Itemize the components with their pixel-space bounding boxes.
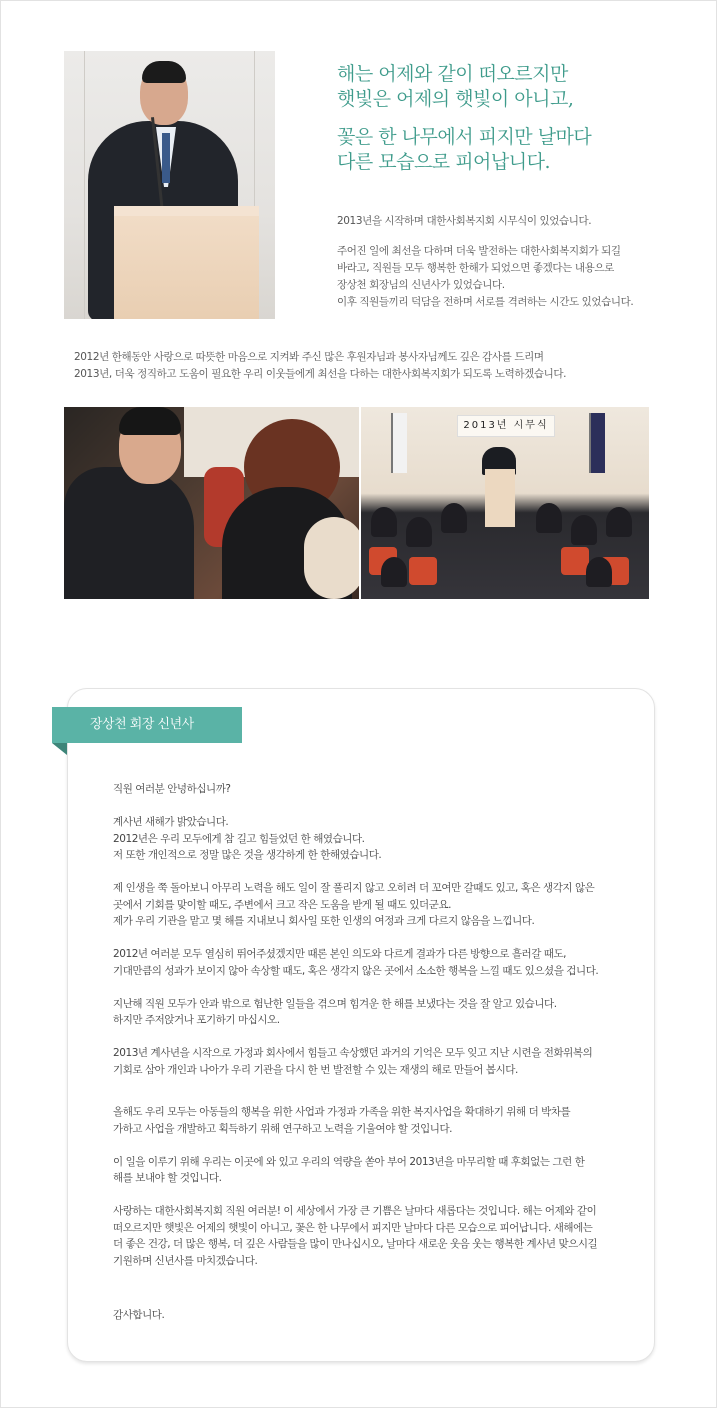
speech-photo xyxy=(64,51,275,319)
headline-quote xyxy=(337,62,697,175)
letter-line: 제가 우리 기관을 맡고 몇 해를 지내보니 회사일 또한 인생의 여정과 크게 다르지 않음을 느낍니다. xyxy=(113,915,535,927)
letter-line: 이 일을 이루기 위해 우리는 이곳에 와 있고 우리의 역량을 쏟아 부어 2013년을 마무리할 때 후회없는 그런 한 xyxy=(113,1155,585,1168)
section-title-ribbon: 장상천 회장 신년사 xyxy=(52,707,242,743)
letter-line: 계사년 새해가 밝았습니다. xyxy=(113,816,229,828)
letter-line: 해를 보내야 할 것입니다. xyxy=(113,1172,222,1184)
intro-line: 장상천 회장님의 신년사가 있었습니다. xyxy=(337,279,505,291)
quote-line: 다른 모습으로 피어납니다. xyxy=(337,151,551,173)
letter-line: 가하고 사업을 개발하고 획득하기 위해 연구하고 노력을 기울여야 할 것입니다. xyxy=(113,1122,453,1135)
quote-line: 해는 어제와 같이 떠오르지만 xyxy=(337,63,568,85)
letter-line: 제 인생을 쭉 돌아보니 아무리 노력을 해도 일이 잘 풀리지 않고 오히려 더 꼬여만 갈때도 있고, 혹은 생각지 않은 xyxy=(113,882,595,894)
quote-line: 꽃은 한 나무에서 피지만 날마다 xyxy=(337,126,592,148)
intro-line: 이후 직원들끼리 덕담을 전하며 서로를 격려하는 시간도 있었습니다. xyxy=(337,296,634,308)
thanks-line: 2012년 한해동안 사랑으로 따뜻한 마음으로 지켜봐 주신 많은 후원자님과 봉사자님께도 깊은 감사를 드리며 xyxy=(74,351,544,363)
ceremony-banner: 2013년 시무식 xyxy=(457,415,555,437)
letter-line: 더 좋은 건강, 더 많은 행복, 더 깊은 사람들을 많이 만나십시오, 날마다 새로운 웃음 웃는 행복한 계사년 맞으시길 xyxy=(113,1238,598,1250)
thanks-line: 2013년, 더욱 정직하고 도움이 필요한 우리 이웃들에게 최선을 다하는 대한사회복지회가 되도록 노력하겠습니다. xyxy=(74,368,567,380)
letter-line: 하지만 주저앉거나 포기하기 마십시오. xyxy=(113,1014,280,1026)
ceremony-photo xyxy=(361,407,649,599)
greeting-photo xyxy=(64,407,359,599)
letter-line: 떠오르지만 햇빛은 어제의 햇빛이 아니고, 꽃은 한 나무에서 피지만 날마다 다른 모습으로 피어납니다. 새해에는 xyxy=(113,1221,593,1234)
intro-text xyxy=(337,213,707,311)
letter-line: 기회로 삼아 개인과 나아가 우리 기관을 다시 한 번 발전할 수 있는 재생의 해로 만들어 봅시다. xyxy=(113,1063,518,1076)
letter-line: 2013년 계사년을 시작으로 가정과 회사에서 힘들고 속상했던 과거의 기억은 모두 잊고 지난 시련을 전화위복의 xyxy=(113,1047,593,1059)
intro-line: 2013년을 시작하며 대한사회복지회 시무식이 있었습니다. xyxy=(337,215,592,227)
quote-line: 햇빛은 어제의 햇빛이 아니고, xyxy=(337,88,574,110)
letter-line: 지난해 직원 모두가 안과 밖으로 험난한 일들을 겪으며 힘겨운 한 해를 보냈다는 것을 잘 알고 있습니다. xyxy=(113,997,557,1010)
intro-line: 주어진 일에 최선을 다하며 더욱 발전하는 대한사회복지회가 되길 xyxy=(337,245,621,257)
letter-closing: 감사합니다. xyxy=(113,1309,165,1321)
intro-line: 바라고, 직원들 모두 행복한 한해가 되었으면 좋겠다는 내용으로 xyxy=(337,262,614,274)
new-year-letter xyxy=(113,781,633,1324)
letter-line: 2012년 여러분 모두 열심히 뛰어주셨겠지만 때론 본인 의도와 다르게 결과가 다른 방향으로 흘러갈 때도, xyxy=(113,948,567,960)
letter-line: 사랑하는 대한사회복지회 직원 여러분! 이 세상에서 가장 큰 기쁨은 날마다 새롭다는 것입니다. 해는 어제와 같이 xyxy=(113,1205,597,1217)
letter-line: 기대만큼의 성과가 보이지 않아 속상할 때도, 혹은 생각지 않은 곳에서 소소한 행복을 느낄 때도 있으셨을 겁니다. xyxy=(113,964,599,977)
letter-line: 기원하며 신년사를 마치겠습니다. xyxy=(113,1254,258,1267)
letter-line: 저 또한 개인적으로 정말 많은 것을 생각하게 한 한해였습니다. xyxy=(113,849,382,861)
ribbon-fold xyxy=(52,743,67,755)
letter-line: 곳에서 기회를 맞이할 때도, 주변에서 크고 작은 도움을 받게 될 때도 있더군요. xyxy=(113,898,452,911)
letter-line: 올해도 우리 모두는 아동들의 행복을 위한 사업과 가정과 가족을 위한 복지사업을 확대하기 위해 더 박차를 xyxy=(113,1106,571,1118)
letter-line: 2012년은 우리 모두에게 참 길고 힘들었던 한 해였습니다. xyxy=(113,832,365,845)
thanks-text xyxy=(74,349,694,383)
letter-greeting: 직원 여러분 안녕하십니까? xyxy=(113,783,231,795)
